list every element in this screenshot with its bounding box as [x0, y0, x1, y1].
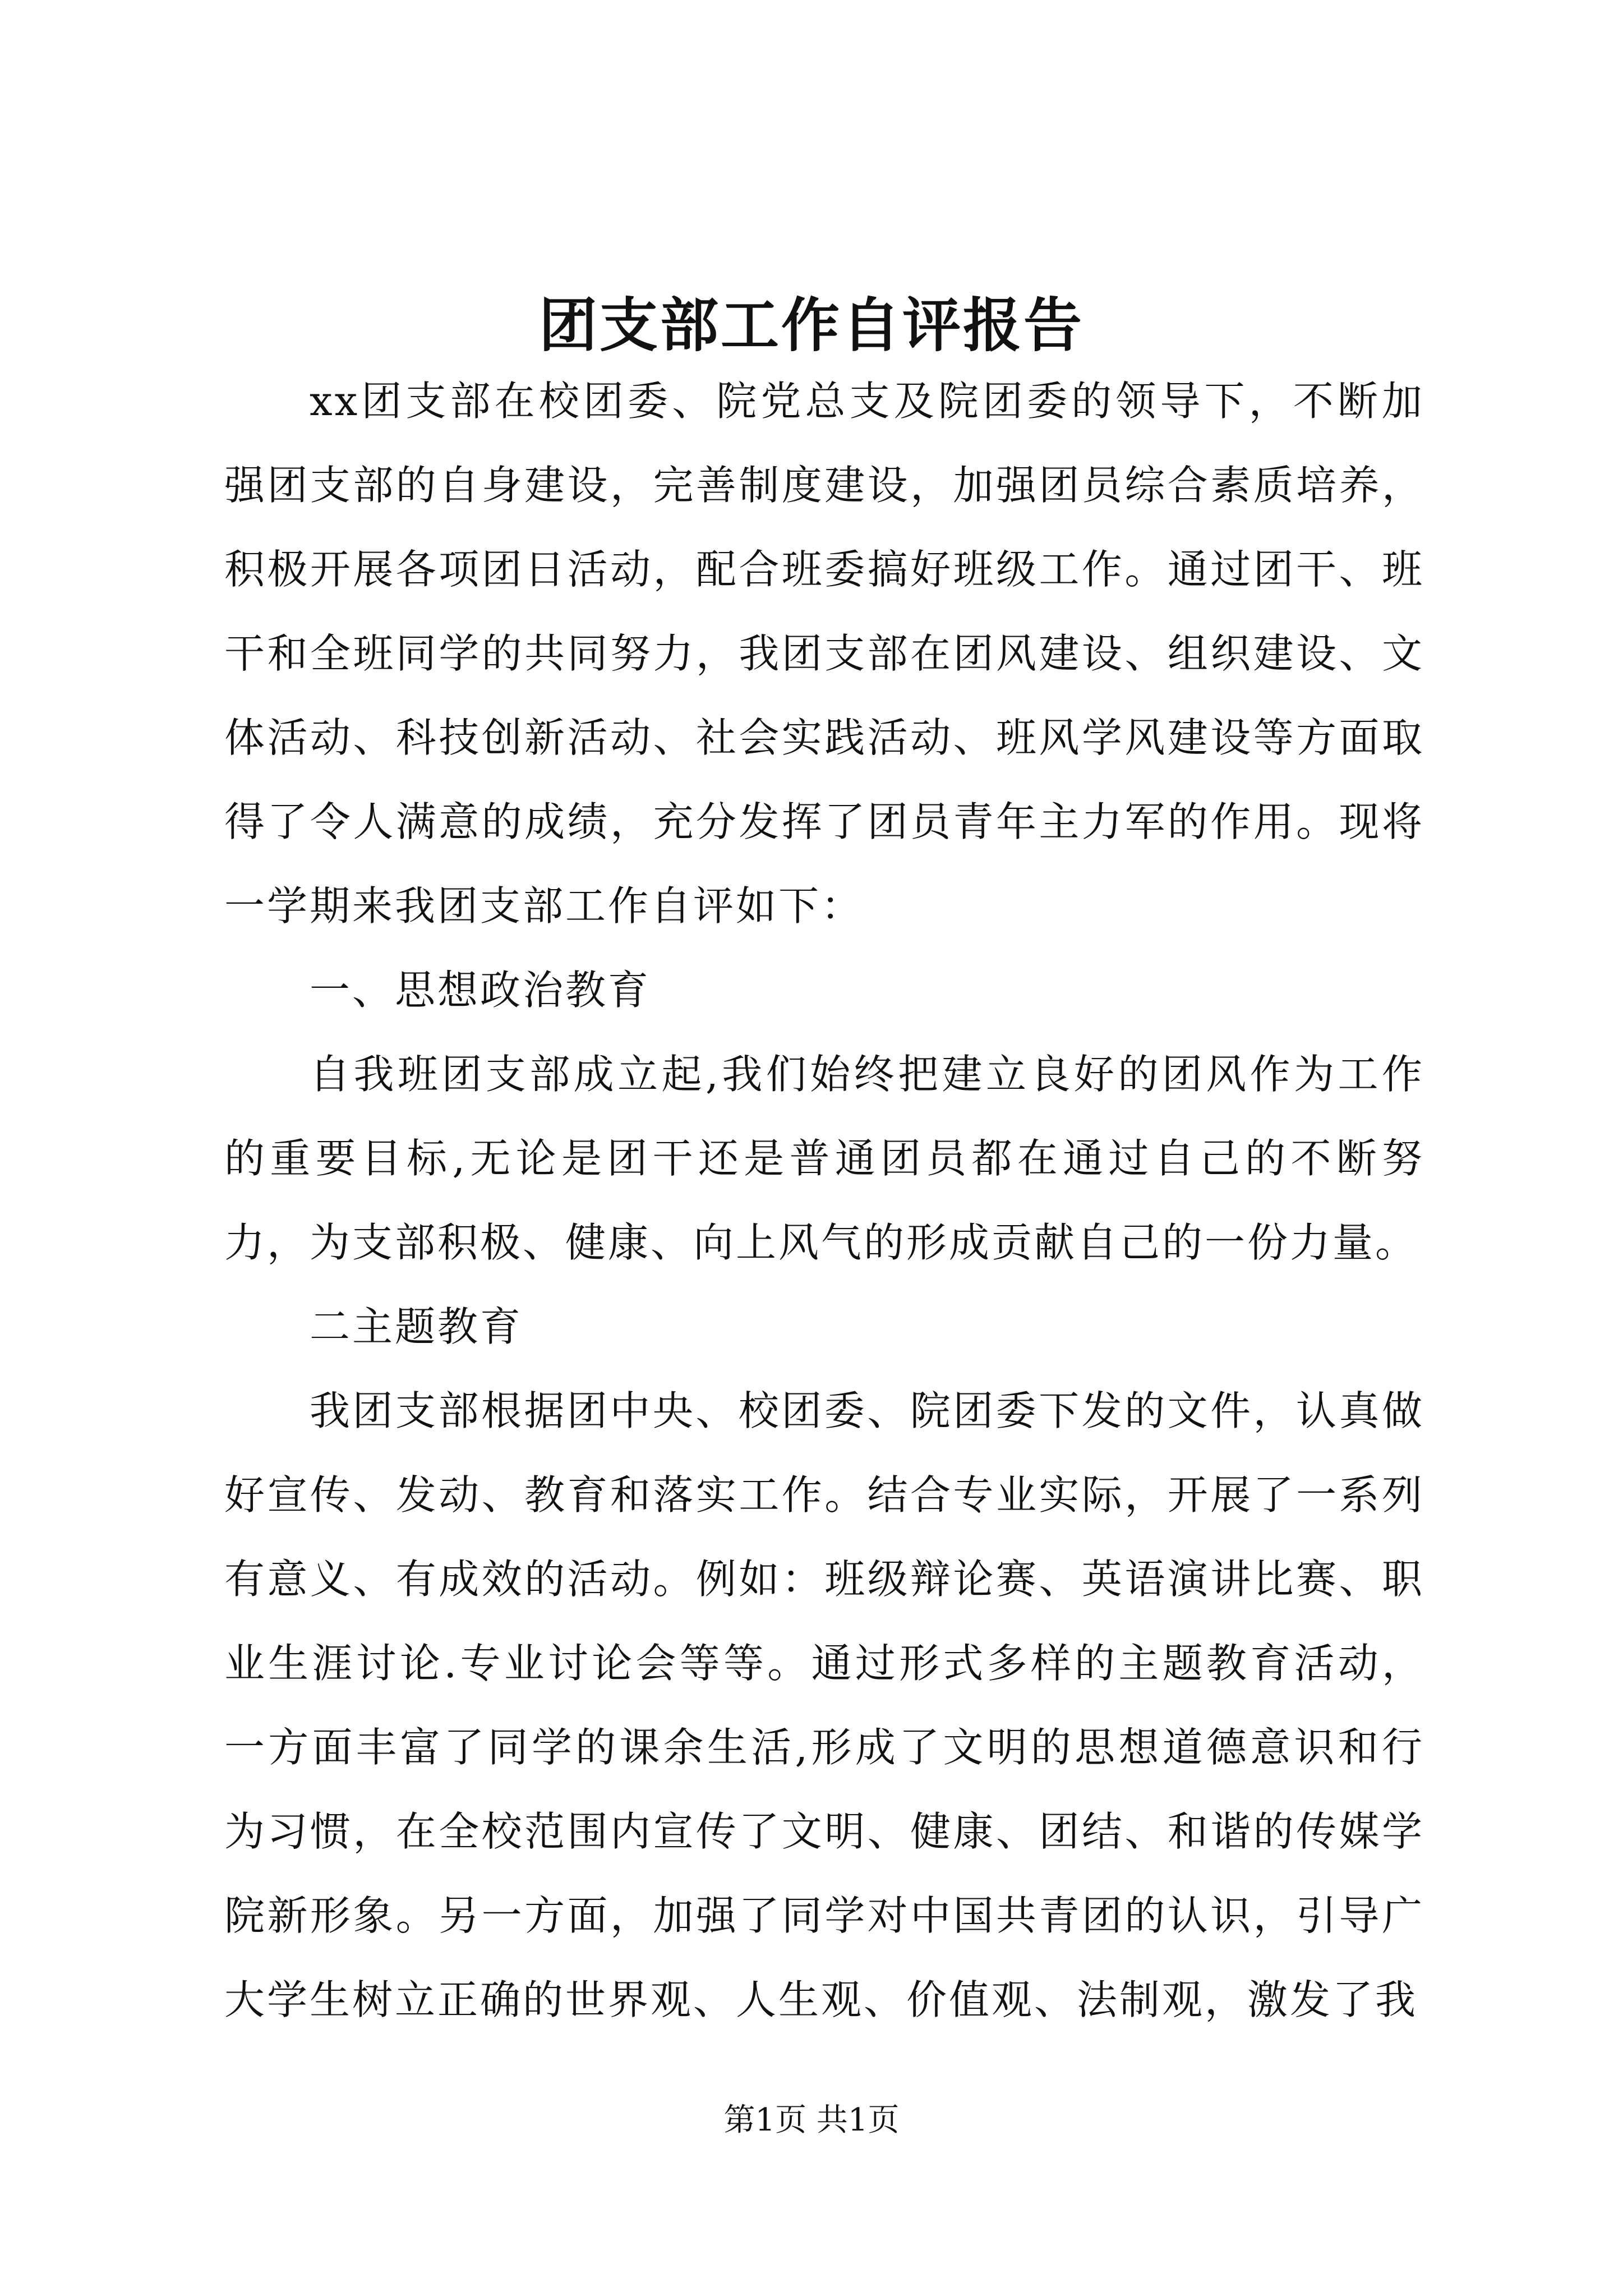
section-heading-ideology: 一、思想政治教育: [310, 967, 651, 1014]
theme-education-paragraph: 我团支部根据团中央、校团委、院团委下发的文件，认真做好宣传、发动、教育和落实工作。结合专业实际，开展了一系列有意义、有成效的活动。例如：班级辩论赛、英语演讲比赛、职业生涯讨论.专业讨论会等等。通过形式多样的主题教育活动，一方面丰富了同学的课余生活,形成了文明的思想道德意识和行为习惯，在全校范围内宣传了文明、健康、团结、和谐的传媒学院新形象。另一方面，加强了同学对中国共青团的认识，引导广大学生树立正确的世界观、人生观、价值观、法制观，激发了我: [224, 1387, 1424, 2023]
section-heading-theme-education: 二主题教育: [310, 1303, 523, 1350]
intro-paragraph: xx团支部在校团委、院党总支及院团委的领导下，不断加强团支部的自身建设，完善制度建设，加强团员综合素质培养，积极开展各项团日活动，配合班委搞好班级工作。通过团干、班干和全班同学的共同努力，我团支部在团风建设、组织建设、文体活动、科技创新活动、社会实践活动、班风学风建设等方面取得了令人满意的成绩，充分发挥了团员青年主力军的作用。现将一学期来我团支部工作自评如下：: [224, 378, 1424, 930]
document-title: 团支部工作自评报告: [538, 291, 1084, 360]
document-body: [224, 359, 1424, 2042]
ideology-paragraph: 自我班团支部成立起,我们始终把建立良好的团风作为工作的重要目标,无论是团干还是普通团员都在通过自己的不断努力，为支部积极、健康、向上风气的形成贡献自己的一份力量。: [224, 1051, 1424, 1266]
page-footer: 第1页 共1页: [723, 2102, 900, 2138]
